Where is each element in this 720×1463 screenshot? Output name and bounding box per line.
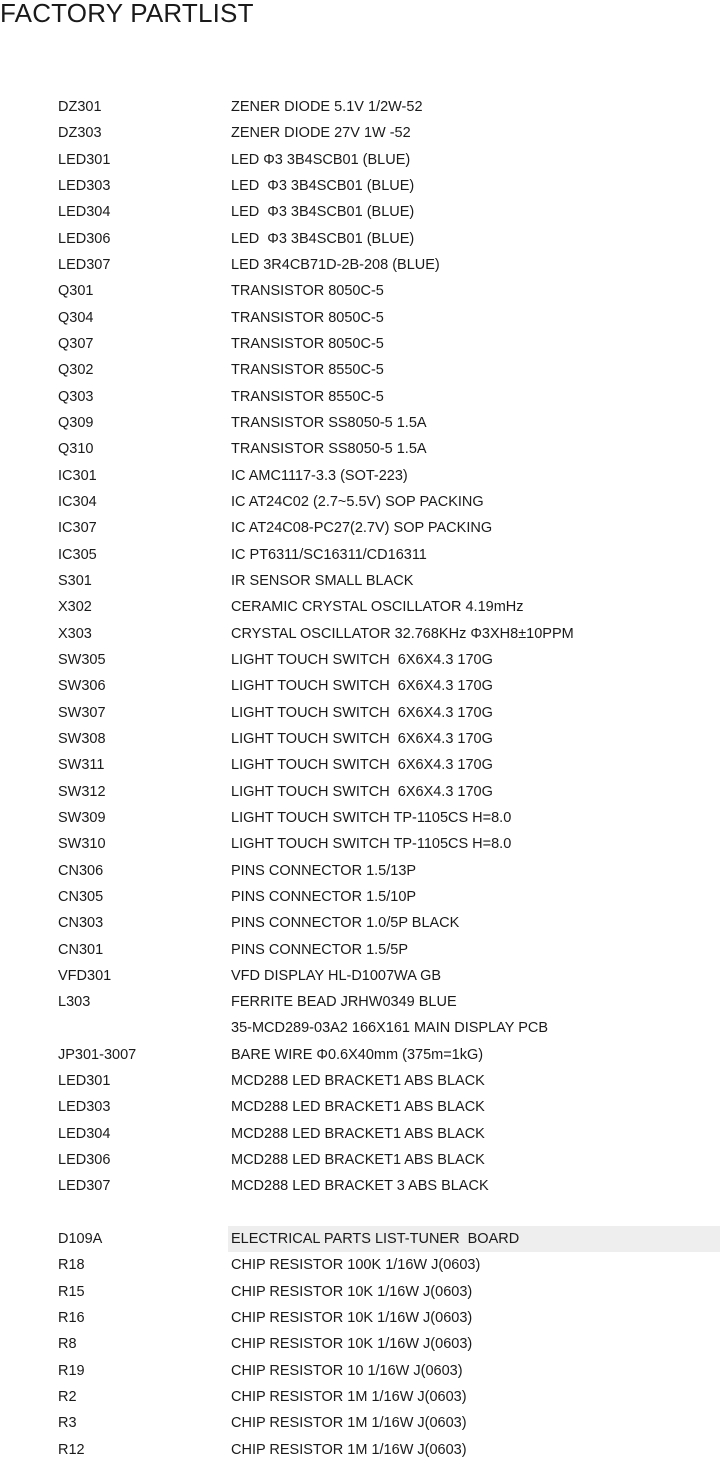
part-reference: CN306	[58, 862, 104, 879]
table-row	[0, 910, 720, 936]
part-description: CHIP RESISTOR 10K 1/16W J(0603)	[231, 1283, 473, 1300]
part-reference: Q304	[58, 309, 94, 326]
table-row	[0, 1042, 720, 1068]
part-reference: R19	[58, 1362, 85, 1379]
part-reference: SW310	[58, 836, 106, 853]
part-description: IR SENSOR SMALL BLACK	[231, 572, 414, 589]
part-description: LED Φ3 3B4SCB01 (BLUE)	[231, 204, 415, 221]
part-description: MCD288 LED BRACKET1 ABS BLACK	[231, 1099, 485, 1116]
part-reference: D109A	[58, 1231, 103, 1248]
part-description: LIGHT TOUCH SWITCH 6X6X4.3 170G	[231, 704, 493, 721]
table-row	[0, 226, 720, 252]
part-reference: LED307	[58, 1178, 111, 1195]
part-description: LIGHT TOUCH SWITCH 6X6X4.3 170G	[231, 651, 493, 668]
part-description: CHIP RESISTOR 1M 1/16W J(0603)	[231, 1415, 467, 1432]
part-description: ZENER DIODE 5.1V 1/2W-52	[231, 99, 423, 115]
part-description: LED Φ3 3B4SCB01 (BLUE)	[231, 177, 415, 194]
part-reference: LED301	[58, 1073, 111, 1090]
part-reference: R16	[58, 1310, 85, 1327]
part-description: MCD288 LED BRACKET 3 ABS BLACK	[231, 1178, 489, 1195]
table-row	[0, 1358, 720, 1384]
part-description: LIGHT TOUCH SWITCH TP-1105CS H=8.0	[231, 836, 512, 853]
page-title: FACTORY PARTLIST	[0, 0, 254, 28]
part-reference: R15	[58, 1283, 85, 1300]
table-row	[0, 858, 720, 884]
part-reference: CN305	[58, 888, 104, 905]
part-description: CRYSTAL OSCILLATOR 32.768KHz Φ3XH8±10PPM	[231, 625, 574, 642]
part-reference: LED301	[58, 151, 111, 168]
table-row	[0, 173, 720, 199]
part-description: TRANSISTOR 8050C-5	[231, 283, 384, 300]
table-row	[0, 1015, 720, 1041]
part-reference: IC304	[58, 493, 97, 510]
table-row	[0, 594, 720, 620]
table-row	[0, 568, 720, 594]
table-row	[0, 1068, 720, 1094]
part-description: IC AT24C02 (2.7~5.5V) SOP PACKING	[231, 493, 484, 510]
table-row	[0, 621, 720, 647]
part-description: CERAMIC CRYSTAL OSCILLATOR 4.19mHz	[231, 599, 524, 616]
table-row	[0, 831, 720, 857]
part-description: LIGHT TOUCH SWITCH 6X6X4.3 170G	[231, 757, 493, 774]
part-description: LIGHT TOUCH SWITCH 6X6X4.3 170G	[231, 730, 493, 747]
part-reference: SW312	[58, 783, 106, 800]
part-reference: R12	[58, 1441, 85, 1458]
part-reference: R8	[58, 1336, 77, 1353]
table-row	[0, 489, 720, 515]
table-row	[0, 463, 720, 489]
part-reference: LED304	[58, 1125, 111, 1142]
part-reference: SW306	[58, 678, 106, 695]
part-description: MCD288 LED BRACKET1 ABS BLACK	[231, 1073, 485, 1090]
part-description: TRANSISTOR 8050C-5	[231, 309, 384, 326]
part-reference: LED303	[58, 177, 111, 194]
part-reference: X303	[58, 625, 92, 642]
part-reference: R18	[58, 1257, 85, 1274]
section-header-row	[0, 1226, 720, 1252]
part-description: CHIP RESISTOR 1M 1/16W J(0603)	[231, 1441, 467, 1458]
part-reference: SW308	[58, 730, 106, 747]
part-description: LED Φ3 3B4SCB01 (BLUE)	[231, 230, 415, 247]
part-description: IC AT24C08-PC27(2.7V) SOP PACKING	[231, 520, 493, 537]
part-reference: SW309	[58, 809, 106, 826]
part-description: LIGHT TOUCH SWITCH 6X6X4.3 170G	[231, 678, 493, 695]
part-description: MCD288 LED BRACKET1 ABS BLACK	[231, 1125, 485, 1142]
table-row	[0, 515, 720, 541]
table-row	[0, 1147, 720, 1173]
part-reference: Q301	[58, 283, 94, 300]
part-description: LIGHT TOUCH SWITCH TP-1105CS H=8.0	[231, 809, 512, 826]
table-row	[0, 752, 720, 778]
part-description: TRANSISTOR 8550C-5	[231, 362, 384, 379]
part-reference: R3	[58, 1415, 77, 1432]
table-row	[0, 1173, 720, 1199]
part-description: CHIP RESISTOR 10K 1/16W J(0603)	[231, 1310, 473, 1327]
part-reference: S301	[58, 572, 92, 589]
table-row	[0, 726, 720, 752]
table-row	[0, 937, 720, 963]
table-row	[0, 1252, 720, 1278]
part-reference: LED306	[58, 1152, 111, 1169]
part-reference: Q310	[58, 441, 94, 458]
part-description: BARE WIRE Φ0.6X40mm (375m=1kG)	[231, 1046, 484, 1063]
table-row	[0, 542, 720, 568]
table-row	[0, 120, 720, 146]
part-reference: SW311	[58, 757, 105, 774]
table-row	[0, 1331, 720, 1357]
part-reference: R2	[58, 1389, 77, 1406]
part-reference: DZ303	[58, 125, 102, 142]
part-reference: IC305	[58, 546, 97, 563]
part-reference: Q307	[58, 335, 94, 352]
table-row	[0, 305, 720, 331]
table-row	[0, 410, 720, 436]
table-row	[0, 199, 720, 225]
part-description: TRANSISTOR SS8050-5 1.5A	[231, 441, 427, 458]
part-description: LED Φ3 3B4SCB01 (BLUE)	[231, 151, 411, 168]
table-row	[0, 884, 720, 910]
part-reference: LED306	[58, 230, 111, 247]
part-description: PINS CONNECTOR 1.5/10P	[231, 888, 417, 905]
part-description: PINS CONNECTOR 1.5/13P	[231, 862, 417, 879]
table-row	[0, 805, 720, 831]
part-description: CHIP RESISTOR 100K 1/16W J(0603)	[231, 1257, 481, 1274]
table-row	[0, 673, 720, 699]
table-row	[0, 1305, 720, 1331]
table-row	[0, 1094, 720, 1120]
part-reference: Q302	[58, 362, 94, 379]
table-row	[0, 1279, 720, 1305]
table-row	[0, 1200, 720, 1226]
table-row	[0, 1410, 720, 1436]
part-reference: X302	[58, 599, 92, 616]
table-row	[0, 252, 720, 278]
part-description: VFD DISPLAY HL-D1007WA GB	[231, 967, 442, 984]
table-row	[0, 94, 720, 120]
part-reference: SW305	[58, 651, 106, 668]
table-row	[0, 647, 720, 673]
part-reference: LED304	[58, 204, 111, 221]
part-reference: Q309	[58, 414, 94, 431]
part-description: IC AMC1117-3.3 (SOT-223)	[231, 467, 408, 484]
section-title: ELECTRICAL PARTS LIST-TUNER BOARD	[228, 1226, 720, 1252]
part-reference: JP301-3007	[58, 1046, 137, 1063]
part-reference: SW307	[58, 704, 106, 721]
part-description: LED 3R4CB71D-2B-208 (BLUE)	[231, 256, 440, 273]
table-row	[0, 384, 720, 410]
part-reference: IC307	[58, 520, 97, 537]
part-description: ZENER DIODE 27V 1W -52	[231, 125, 411, 142]
part-description: TRANSISTOR SS8050-5 1.5A	[231, 414, 427, 431]
part-description: LIGHT TOUCH SWITCH 6X6X4.3 170G	[231, 783, 493, 800]
part-description: PINS CONNECTOR 1.0/5P BLACK	[231, 915, 460, 932]
part-reference: VFD301	[58, 967, 112, 984]
part-description: FERRITE BEAD JRHW0349 BLUE	[231, 994, 457, 1011]
part-description: 35-MCD289-03A2 166X161 MAIN DISPLAY PCB	[231, 1020, 549, 1037]
part-description: CHIP RESISTOR 10 1/16W J(0603)	[231, 1362, 463, 1379]
part-reference: LED307	[58, 256, 111, 273]
part-description: PINS CONNECTOR 1.5/5P	[231, 941, 409, 958]
part-reference: DZ301	[58, 99, 102, 115]
part-description: TRANSISTOR 8050C-5	[231, 335, 384, 352]
table-row	[0, 1121, 720, 1147]
table-row	[0, 331, 720, 357]
part-reference: CN301	[58, 941, 104, 958]
table-row	[0, 278, 720, 304]
part-description: TRANSISTOR 8550C-5	[231, 388, 384, 405]
table-row	[0, 989, 720, 1015]
part-reference: LED303	[58, 1099, 111, 1116]
table-row	[0, 436, 720, 462]
part-reference: Q303	[58, 388, 94, 405]
part-description: MCD288 LED BRACKET1 ABS BLACK	[231, 1152, 485, 1169]
part-reference: L303	[58, 994, 91, 1011]
table-row	[0, 700, 720, 726]
part-description: CHIP RESISTOR 10K 1/16W J(0603)	[231, 1336, 473, 1353]
table-row	[0, 1437, 720, 1463]
table-row	[0, 147, 720, 173]
part-reference: IC301	[58, 467, 97, 484]
parts-table	[0, 94, 720, 1463]
part-description: CHIP RESISTOR 1M 1/16W J(0603)	[231, 1389, 467, 1406]
table-row	[0, 779, 720, 805]
table-row	[0, 1384, 720, 1410]
table-row	[0, 963, 720, 989]
part-reference: CN303	[58, 915, 104, 932]
part-description: IC PT6311/SC16311/CD16311	[231, 546, 427, 563]
table-row	[0, 357, 720, 383]
